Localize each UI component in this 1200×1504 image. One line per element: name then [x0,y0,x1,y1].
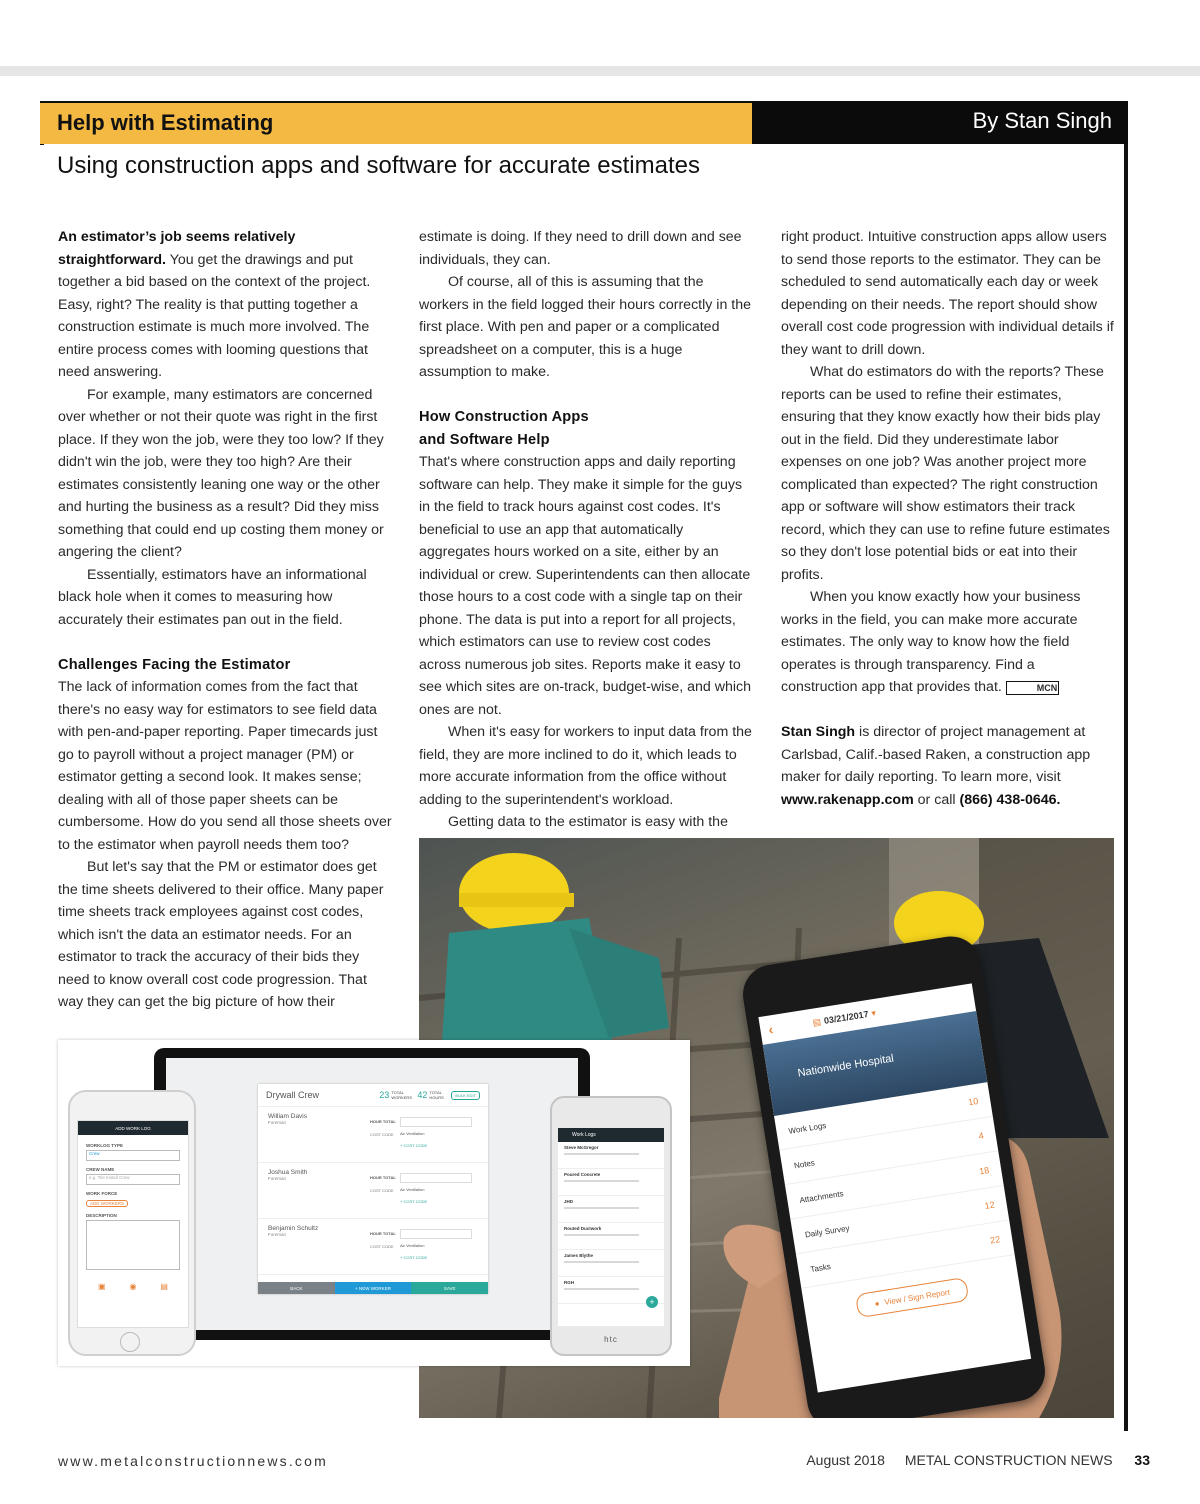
paragraph: right product. Intuitive construction apps allow users to send those reports to the estimator. They can be scheduled to send automatically each day or week depending on their needs. The report should show overall cost code progression with individual details if they want to drill down. [781,229,1114,358]
work-log-entry-detail [564,1153,639,1155]
work-log-entry-detail [564,1261,639,1263]
hour-total-label: HOUR TOTAL [370,1175,396,1180]
htc-screen [558,1128,664,1326]
report-row-label: Notes [793,1157,816,1170]
hour-total-label: HOUR TOTAL [370,1119,396,1124]
crew-card: Drywall Crew 23 TOTAL WORKERS 42 TOTAL HOURS BULK EDIT William Davis Foreman HOUR TOTAL COST CODE Air Ventilation + COST CODE Joshua Smith Foreman HOUR TOTAL COST CODE Air Ventilation + COST CODE Benjamin Schultz Foreman HOUR TOTAL COST CODE Air Ventilation + COST CODE BACK + NEW WORKER SAVE [258,1084,488,1294]
cost-code-label: COST CODE [370,1244,394,1249]
paragraph: What do estimators do with the reports? These reports can be used to refine their estimates, ensuring that they know exactly how their bids play out in the field. Did they underestimate labor expenses on one job? Was another project more complicated than expected? The right construction app or software will show estimators their track record, which they can use to refine future estimates so they don't lose potential bids or eat into their profits. [781,364,1110,583]
back-chevron-icon[interactable]: ‹ [767,1021,775,1038]
paragraph: An estimator’s job seems relatively straightforward. You get the drawings and put together a bid based on the context of the project. Easy, right? The reality is that putting together a construction estimate is much more involved. The entire process comes with looming questions that need answering. [58,229,371,380]
byline: By Stan Singh [972,108,1112,133]
paragraph: Getting data to the estimator is easy with the [448,814,728,830]
paragraph: When you know exactly how your business works in the field, you can make more accurate estimates. The only way to know how the field operates is through transparency. Find a construction app that provides that. MCN [781,589,1081,695]
work-log-entry-detail [564,1288,639,1290]
camera-icon[interactable]: ◉ [129,1282,137,1291]
hour-total-input[interactable] [400,1173,472,1183]
hour-total-label: HOUR TOTAL [370,1231,396,1236]
image-icon[interactable]: ▣ [97,1282,106,1291]
attachment-icon[interactable]: ▤ [160,1282,168,1291]
report-date[interactable]: 03/21/2017 [823,1008,870,1026]
paragraph: Of course, all of this is assuming that the workers in the field logged their hours correctly in the first place. With pen and paper or a complicated spreadsheet on a computer, this is a huge assumption to make. [419,274,751,380]
htc-brand-label: htc [604,1335,618,1344]
hour-total-input[interactable] [400,1229,472,1239]
hour-total-input[interactable] [400,1117,472,1127]
subheading: How Construction Apps and Software Help [419,409,589,448]
footer-info [806,1452,1150,1468]
back-button[interactable]: BACK [258,1282,335,1294]
author-phone: (866) 438-0646. [959,791,1061,808]
article-column-3 [781,226,1115,811]
top-band [0,66,1200,76]
project-name: Nationwide Hospital [796,1052,895,1080]
save-button[interactable]: SAVE [411,1282,488,1294]
hours-count: 42 [417,1090,428,1100]
crew-name-input[interactable]: e.g. Tile Install Crew [86,1174,180,1185]
worker-row[interactable] [258,1163,488,1219]
workers-count: 23 [379,1090,390,1100]
work-log-entry[interactable] [558,1250,664,1277]
add-fab-button[interactable]: + [646,1296,658,1308]
cost-code-value[interactable]: Air Ventilation [400,1131,425,1136]
add-cost-code-link[interactable]: + COST CODE [400,1199,428,1204]
cost-code-label: COST CODE [370,1132,394,1137]
worker-list [258,1107,488,1275]
paragraph: But let's say that the PM or estimator does get the time sheets delivered to their office. Many paper time sheets track employees against cost codes, which isn't the data an estimator needs. For an estimator to track the accuracy of their bids they need to know overall cost code progression. That way they can get the big picture of how their [58,859,384,1010]
work-log-entry-title: Routed Ductwork [564,1226,602,1231]
add-cost-code-link[interactable]: + COST CODE [400,1143,428,1148]
article-subtitle: Using construction apps and software for accurate estimates [57,152,700,179]
worker-name: Benjamin Schultz [268,1225,319,1232]
author-bio: Stan Singh is director of project management at Carlsbad, Calif.-based Raken, a construction app maker for daily reporting. To learn more, visit www.rakenapp.com or call (866) 438-0646. [781,724,1091,808]
byline-bar [752,101,1128,144]
add-cost-code-link[interactable]: + COST CODE [400,1255,428,1260]
description-textarea[interactable] [86,1220,180,1270]
worker-name: Joshua Smith [268,1169,308,1176]
paragraph: When it's easy for workers to input data from the field, they are more inclined to do it, which leads to more accurate information from the office without adding to the superintendent's workload. [419,724,752,808]
report-row-count: 22 [989,1234,1001,1246]
section-header [40,101,752,144]
end-mark-icon: MCN [1006,681,1060,695]
htc-screen-title: Work Logs [572,1132,596,1138]
worker-row[interactable] [258,1107,488,1163]
report-row-label: Work Logs [787,1120,827,1136]
new-worker-button[interactable]: + NEW WORKER [335,1282,412,1294]
subheading: Challenges Facing the Estimator [58,656,291,673]
report-list [774,1082,1015,1289]
worker-row[interactable] [258,1219,488,1275]
calendar-icon: ▤ [811,1015,822,1028]
worklog-type-select[interactable]: Crew [86,1150,180,1161]
cost-code-value[interactable]: Air Ventilation [400,1187,425,1192]
devices-panel [58,1040,690,1366]
article-column-2 [419,226,755,834]
htc-work-log-list [558,1142,664,1304]
iphone-screen: ADD WORK LOG WORKLOG TYPE Crew CREW NAME e.g. Tile Install Crew WORK FORCE ADD WORKERS DESCRIPTION ▣ ◉ ▤ [77,1120,189,1328]
work-log-entry-title: RGH [564,1280,574,1285]
htc-phone [550,1096,672,1356]
lead-in: An estimator’s job seems relatively straightforward. [58,229,296,268]
chevron-down-icon: ▾ [870,1007,877,1018]
report-row-label: Attachments [798,1188,845,1205]
work-log-entry-title: James Blythe [564,1253,594,1258]
laptop-footer-bar [258,1282,488,1294]
white-iphone [68,1090,196,1356]
article-column-1 [58,226,394,1014]
footer-url[interactable]: www.metalconstructionnews.com [58,1453,328,1469]
work-log-entry[interactable] [558,1142,664,1169]
paragraph: The lack of information comes from the fact that there's no easy way for estimators to see field data with pen-and-paper reporting. Paper timecards just go to payroll without a project manager (PM) or estimator getting a second look. It makes sense; dealing with all of those paper sheets can be cumbersome. How do you send all those sheets over to the estimator when payroll needs them too? [58,679,392,853]
work-log-entry[interactable] [558,1169,664,1196]
crew-title: Drywall Crew [266,1090,320,1100]
work-log-entry-detail [564,1180,639,1182]
work-log-entry-detail [564,1234,639,1236]
work-log-entry-title: Poured Concrete [564,1172,601,1177]
frame-right-rule [1124,101,1128,1431]
laptop-screen [166,1058,578,1330]
worker-name: William Davis [268,1113,307,1120]
report-row-label: Tasks [809,1261,832,1274]
page-number: 33 [1134,1452,1150,1468]
magazine-name: METAL CONSTRUCTION NEWS [904,1452,1113,1468]
view-sign-report-button[interactable]: ● View / Sign Report [855,1277,969,1318]
report-row-count: 4 [977,1130,985,1142]
iphone-screen-title: ADD WORK LOG [115,1125,151,1131]
worker-role: Foreman [268,1176,287,1181]
work-log-entry-detail [564,1207,639,1209]
work-log-entry-title: JHD [564,1199,574,1204]
paragraph: That's where construction apps and daily reporting software can help. They make it simple for the guys in the field to track hours against cost codes. It's beneficial to use an app that automatically aggregates hours worked on a site, either by an individual or crew. Superintendents can then allocate those hours to a cost code with a single tap on their phone. The data is put into a report for all projects, which estimators can use to review cost codes across numerous job sites. Reports make it easy to see which sites are on-track, budget-wise, and which ones are not. [419,454,751,718]
record-dot-icon: ● [873,1298,881,1308]
paragraph: For example, many estimators are concerned over whether or not their quote was right in the first place. If they won the job, were they too low? If they didn't win the job, were they too high? Are their estimates consistently leaning one way or the other and hurting the business as a result? Did they miss something that could end up costing them money or angering the client? [58,386,384,560]
add-workers-button[interactable]: ADD WORKERS [86,1200,128,1207]
report-row-count: 18 [978,1165,990,1177]
bulk-edit-button[interactable]: BULK EDIT [451,1091,480,1100]
issue-date: August 2018 [806,1452,885,1468]
cost-code-value[interactable]: Air Ventilation [400,1243,425,1248]
report-row-count: 12 [983,1199,996,1212]
paragraph: estimate is doing. If they need to drill down and see individuals, they can. [419,229,742,268]
worker-role: Foreman [268,1232,287,1237]
paragraph: Essentially, estimators have an informational black hole when it comes to measuring how accurately their estimates pan out in the field. [58,566,367,628]
report-row-count: 10 [967,1095,979,1108]
work-log-entry[interactable] [558,1196,664,1223]
laptop [154,1048,590,1340]
section-title: Help with Estimating [57,110,274,135]
report-row-label: Daily Survey [804,1223,851,1240]
author-name: Stan Singh [781,724,856,740]
author-link[interactable]: www.rakenapp.com [781,791,914,808]
home-button[interactable] [120,1332,140,1352]
work-log-entry-title: Steve McGregor [564,1145,599,1150]
worker-role: Foreman [268,1120,287,1125]
work-log-entry[interactable] [558,1223,664,1250]
cost-code-label: COST CODE [370,1188,394,1193]
